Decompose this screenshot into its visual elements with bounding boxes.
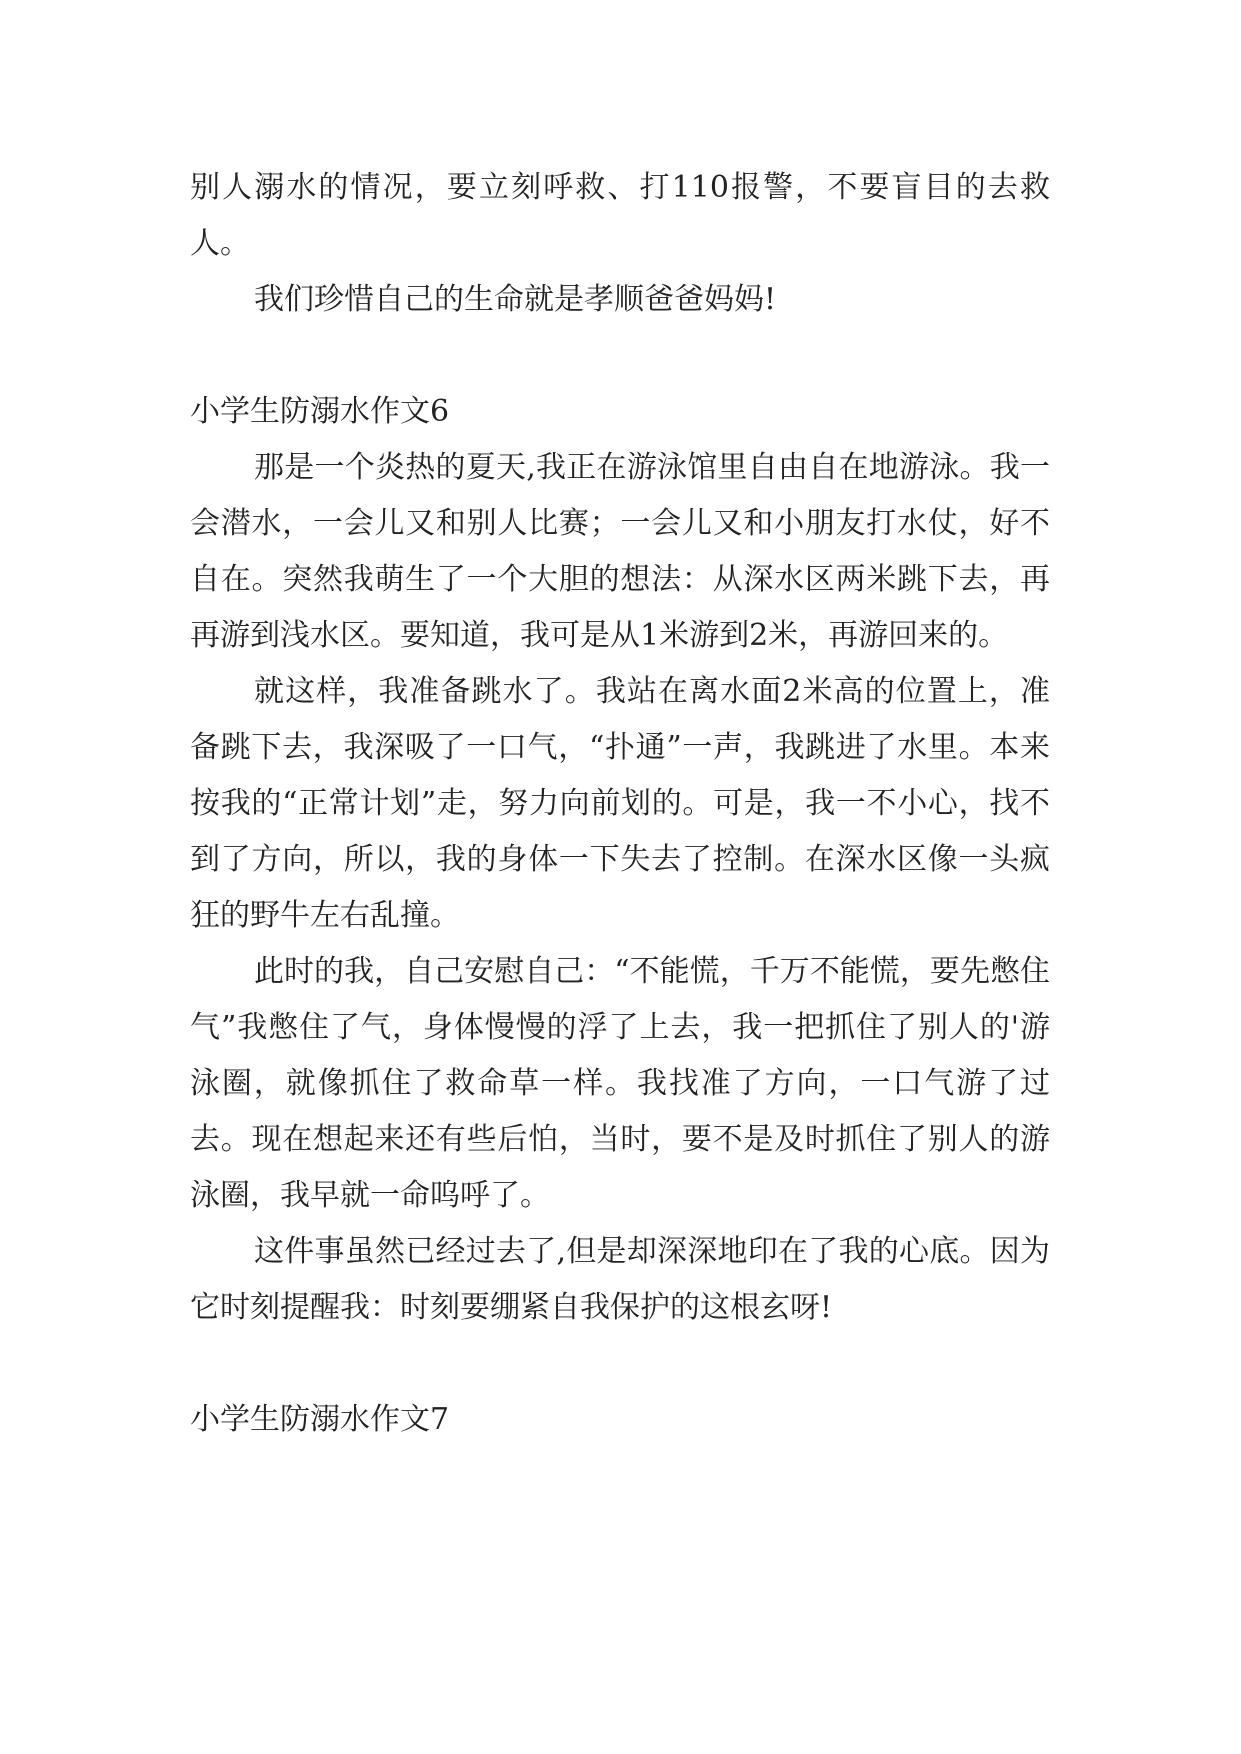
- paragraph-closing: 我们珍惜自己的生命就是孝顺爸爸妈妈!: [254, 282, 777, 317]
- paragraph-summer-swim: 那是一个炎热的夏天,我正在游泳馆里自由自在地游泳。我一会潜水，一会儿又和别人比赛；一会儿又和小朋友打水仗，好不自在。突然我萌生了一个大胆的想法：从深水区两米跳下去，再再游到浅水区。要知道，我可是从1米游到2米，再游回来的。: [190, 450, 1050, 653]
- paragraph-calm: 此时的我，自己安慰自己：“不能慌，千万不能慌，要先憋住气”我憋住了气，身体慢慢的浮了上去，我一把抓住了别人的'游泳圈，就像抓住了救命草一样。我找准了方向，一口气游了过去。现在想起来还有些后怕，当时，要不是及时抓住了别人的游泳圈，我早就一命呜呼了。: [190, 954, 1050, 1213]
- paragraph-jump: 就这样，我准备跳水了。我站在离水面2米高的位置上，准备跳下去，我深吸了一口气，“扑通”一声，我跳进了水里。本来按我的“正常计划”走，努力向前划的。可是，我一不小心，找不到了方向，所以，我的身体一下失去了控制。在深水区像一头疯狂的野牛左右乱撞。: [190, 674, 1050, 933]
- paragraph-lesson: 这件事虽然已经过去了,但是却深深地印在了我的心底。因为它时刻提醒我：时刻要绷紧自我保护的这根玄呀!: [190, 1234, 1050, 1325]
- essay-heading-6: 小学生防溺水作文6: [190, 394, 450, 429]
- document-body: [190, 160, 1050, 1448]
- essay-heading-7: 小学生防溺水作文7: [190, 1402, 450, 1437]
- paragraph-continued: 别人溺水的情况，要立刻呼救、打110报警，不要盲目的去救人。: [190, 170, 1050, 261]
